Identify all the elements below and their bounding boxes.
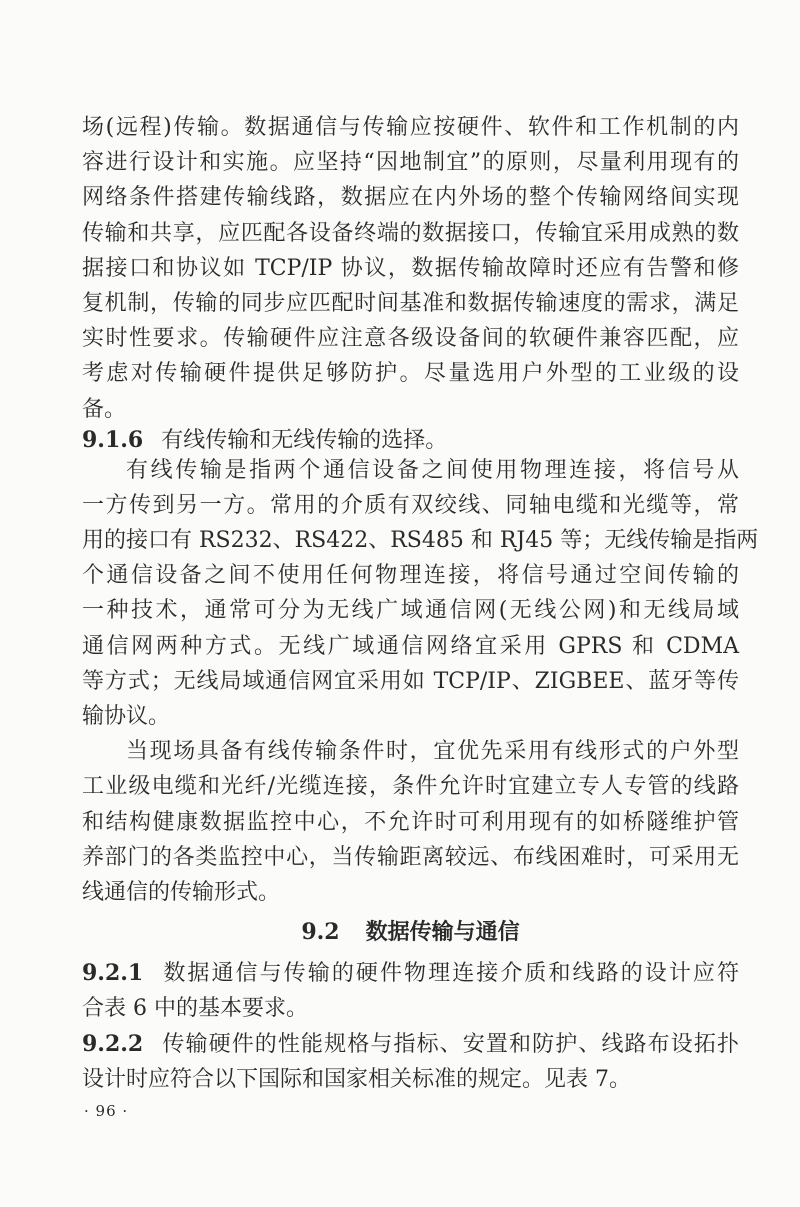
text-line: 养部门的各类监控中心，当传输距离较远、布线困难时，可采用无	[82, 844, 739, 870]
text-line: 传输硬件的性能规格与指标、安置和防护、线路布设拓扑	[161, 1031, 739, 1057]
clause-9-1-6-heading	[82, 427, 739, 453]
text-line: 等方式；无线局域通信网宜采用如 TCP/IP、ZIGBEE、蓝牙等传	[82, 668, 739, 694]
text-line: 备。	[82, 396, 127, 422]
clause-9-1-6-paragraph-2	[82, 734, 739, 910]
text-line: 场(远程)传输。数据通信与传输应按硬件、软件和工作机制的内	[82, 115, 739, 140]
text-line: 有线传输是指两个通信设备之间使用物理连接，将信号从	[126, 457, 739, 483]
text-line: 据接口和协议如 TCP/IP 协议，数据传输故障时还应有告警和修	[82, 255, 739, 281]
text-line: 数据通信与传输的硬件物理连接介质和线路的设计应符	[161, 961, 739, 987]
clause-number: 9.2.1	[82, 960, 144, 987]
text-line: 传输和共享，应匹配各设备终端的数据接口，传输宜采用成熟的数	[82, 220, 739, 246]
section-number: 9.2	[301, 919, 340, 946]
clause-first-line	[82, 1027, 739, 1062]
clause-9-2-2	[82, 1027, 739, 1097]
text-line: 通信网两种方式。无线广域通信网络宜采用 GPRS 和 CDMA	[82, 633, 739, 659]
text-line: 当现场具备有线传输条件时，宜优先采用有线形式的户外型	[126, 739, 739, 765]
clause-9-1-6-paragraph-1	[82, 453, 759, 735]
clause-number: 9.1.6	[82, 426, 144, 453]
clause-title: 有线传输和无线传输的选择。	[161, 427, 448, 453]
text-line: 设计时应符合以下国际和国家相关标准的规定。见表 7。	[82, 1066, 631, 1092]
top-paragraph	[82, 110, 739, 427]
text-line: 和结构健康数据监控中心，不允许时可利用现有的如桥隧维护管	[82, 809, 739, 835]
page-number: · 96 ·	[84, 1102, 129, 1120]
text-line: 复机制，传输的同步应匹配时间基准和数据传输速度的需求，满足	[82, 290, 739, 316]
clause-9-2-1	[82, 956, 739, 1026]
text-line: 实时性要求。传输硬件应注意各级设备间的软硬件兼容匹配，应	[82, 326, 739, 352]
text-line: 个通信设备之间不使用任何物理连接，将信号通过空间传输的	[82, 563, 739, 589]
text-line: 用的接口有 RS232、RS422、RS485 和 RJ45 等；无线传输是指两	[82, 528, 759, 554]
text-line: 输协议。	[82, 704, 171, 729]
text-line: 线通信的传输形式。	[82, 879, 281, 905]
text-line: 一方传到另一方。常用的介质有双绞线、同轴电缆和光缆等，常	[82, 492, 739, 518]
clause-number: 9.2.2	[82, 1030, 144, 1057]
section-9-2-heading	[82, 912, 739, 952]
text-line: 合表 6 中的基本要求。	[82, 996, 308, 1022]
text-line: 网络条件搭建传输线路，数据应在内外场的整个传输网络间实现	[82, 185, 739, 211]
section-title: 数据传输与通信	[365, 919, 520, 946]
text-line: 容进行设计和实施。应坚持“因地制宜”的原则，尽量利用现有的	[82, 150, 739, 176]
text-line: 工业级电缆和光纤/光缆连接，条件允许时宜建立专人专管的线路	[82, 774, 739, 800]
page-body	[82, 110, 759, 1097]
text-line: 考虑对传输硬件提供足够防护。尽量选用户外型的工业级的设	[82, 361, 739, 387]
text-line: 一种技术，通常可分为无线广域通信网(无线公网)和无线局域	[82, 598, 739, 624]
clause-first-line	[82, 956, 739, 991]
